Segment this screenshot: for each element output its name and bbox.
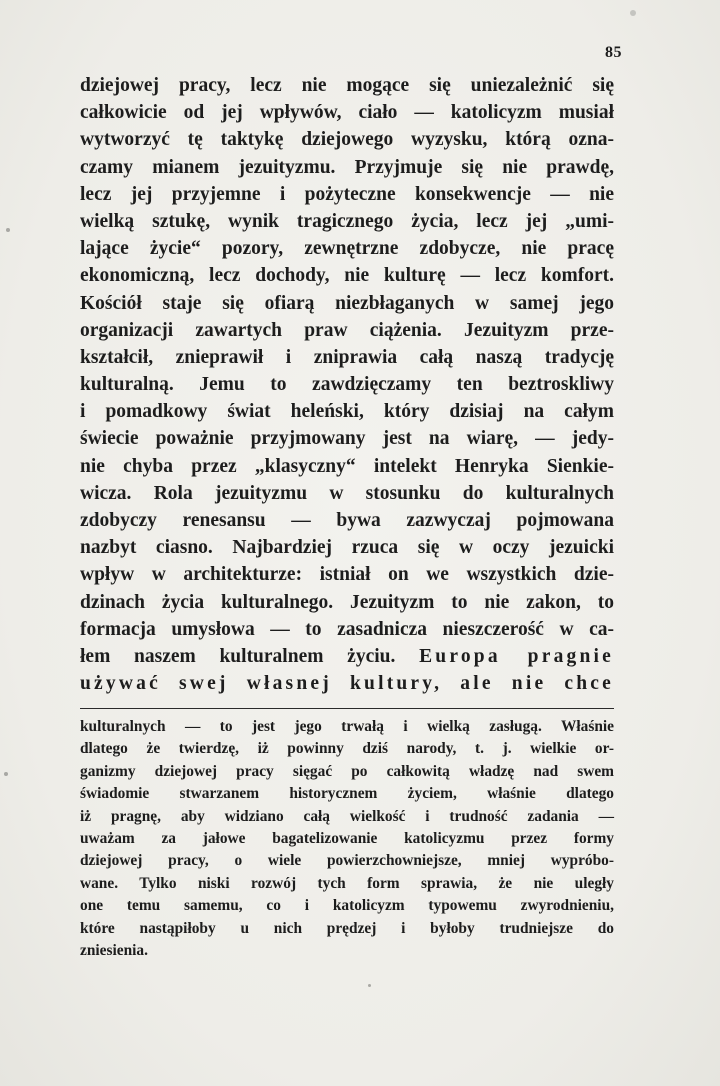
footnote-line: iż pragnę, aby widziano całą wielkość i trudność zadania — [80,807,614,825]
scan-speck [4,772,8,776]
text-line: kulturalną. Jemu to zawdzięczamy ten beztroskliwy [80,374,614,396]
main-text-block [80,72,614,697]
text-line: czamy mianem jezuityzmu. Przyjmuje się nie prawdę, [80,156,614,178]
scan-speck [630,10,636,16]
text-line: wielką sztukę, wynik tragicznego życia, lecz jej „umi- [80,210,614,232]
footnote-line: dziejowej pracy, o wiele powierzchowniejsze, mniej wypróbo- [80,852,614,870]
text-line-spaced: łem naszem kulturalnem życiu. Europa pragnie [80,645,614,667]
text-line: formacja umysłowa — to zasadnicza nieszczerość w ca- [80,618,614,640]
text-line: wytworzyć tę taktykę dziejowego wyzysku, którą ozna- [80,129,614,151]
text-line: świecie poważnie przyjmowany jest na wiarę, — jedy- [80,428,614,450]
text-line: ekonomiczną, lecz dochody, nie kulturę — lecz komfort. [80,265,614,287]
text-line: wpływ w architekturze: istniał on we wszystkich dzie- [80,564,614,586]
text-line: zdobyczy renesansu — bywa zazwyczaj pojmowana [80,510,614,531]
footnote-line: dlatego że twierdzę, iż powinny dziś narody, t. j. wielkie or- [80,740,614,758]
footnote-line: świadomie stwarzanem historycznem życiem, właśnie dlatego [80,785,614,803]
scan-speck [6,228,10,232]
text-line: lecz jej przyjemne i pożyteczne konsekwencje — nie [80,183,614,205]
footnote-line: wane. Tylko niski rozwój tych form sprawia, że nie uległy [80,874,614,892]
scan-speck [368,984,371,987]
footnote-line: zniesienia. [80,941,148,959]
text-line: i pomadkowy świat heleński, który dzisiaj na całym [80,401,614,423]
footnote-line: które nastąpiłoby u nich prędzej i byłoby trudniejsze do [80,919,614,937]
text-line: lające życie“ pozory, zewnętrzne zdobycze, nie pracę [80,238,614,260]
text-line: kształcił, znieprawił i zniprawia całą naszą tradycję [80,346,614,368]
text-line: wicza. Rola jezuityzmu w stosunku do kulturalnych [80,482,614,504]
footnote-block [80,716,614,962]
text-line: dzinach życia kulturalnego. Jezuityzm to nie zakon, to [80,591,614,613]
page-number: 85 [605,44,622,61]
text-line-spaced: używać swej własnej kultury, ale nie chce [80,673,614,695]
footnote-line: kulturalnych — to jest jego trwałą i wielką zasługą. Właśnie [80,718,614,735]
text-line: nie chyba przez „klasyczny“ intelekt Henryka Sienkie- [80,455,614,477]
footnote-line: ganizmy dziejowej pracy sięgać po całkowitą władzę nad swem [80,762,614,780]
footnote-line: uważam za jałowe bagatelizowanie katolicyzmu przez formy [80,829,614,847]
text-line: organizacji zawartych praw ciążenia. Jezuityzm prze- [80,319,614,341]
footnote-divider [80,708,614,709]
text-line: całkowicie od jej wpływów, ciało — katolicyzm musiał [80,102,614,124]
text-line: nazbyt ciasno. Najbardziej rzuca się w oczy jezuicki [80,537,614,559]
text-line: dziejowej pracy, lecz nie mogące się uniezależnić się [80,75,614,96]
text-line: Kościół staje się ofiarą niezbłaganych w samej jego [80,292,614,314]
footnote-line: one temu samemu, co i katolicyzm typowemu zwyrodnieniu, [80,897,614,915]
